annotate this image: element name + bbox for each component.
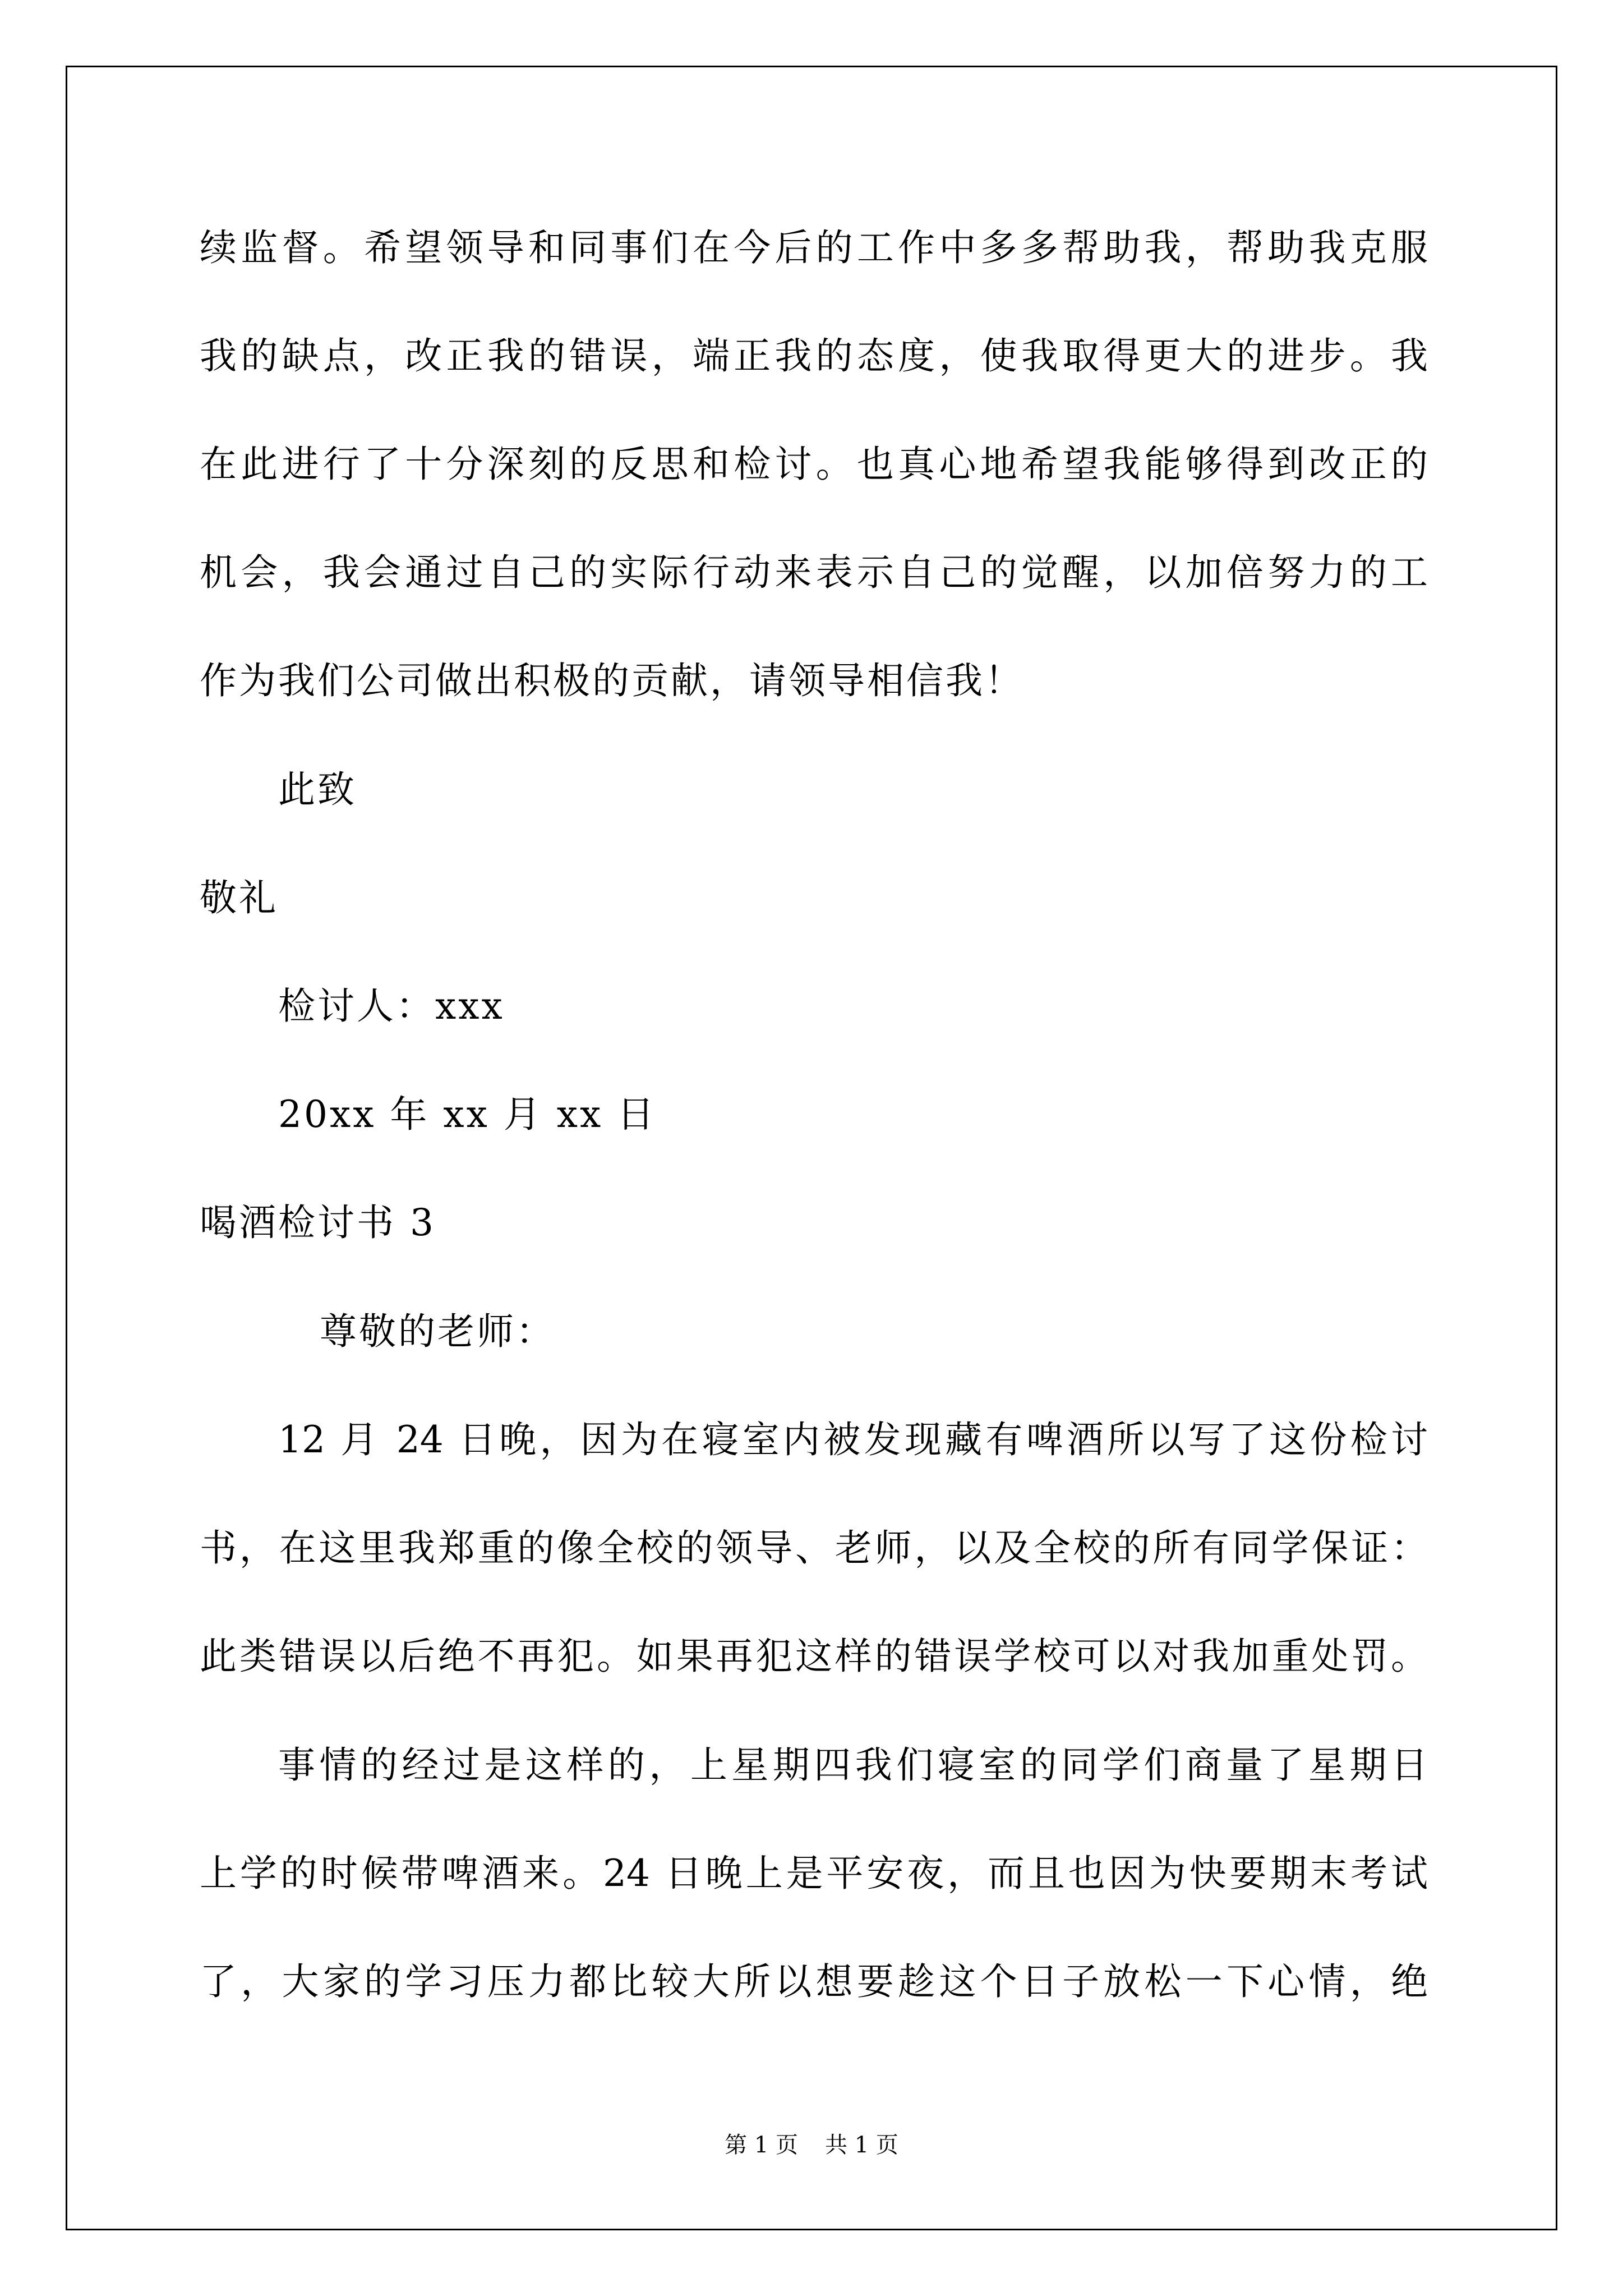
salutation-line: 此致 <box>278 768 357 811</box>
page-number: 第 1 页 <box>725 2132 798 2158</box>
body-line-2: 我的缺点，改正我的错误，端正我的态度，使我取得更大的进步。我 <box>200 334 1428 378</box>
body-line-1: 续监督。希望领导和同事们在今后的工作中多多帮助我，帮助我克服 <box>200 226 1428 269</box>
body-line-5: 作为我们公司做出积极的贡献，请领导相信我！ <box>200 659 1024 702</box>
body-line-14: 此类错误以后绝不再犯。如果再犯这样的错误学校可以对我加重处罚。 <box>200 1635 1428 1678</box>
signer-line: 检讨人：xxx <box>278 984 505 1028</box>
body-line-3: 在此进行了十分深刻的反思和检讨。也真心地希望我能够得到改正的 <box>200 443 1428 486</box>
date-line: 20xx 年 xx 月 xx 日 <box>278 1093 657 1136</box>
greeting-line: 尊敬的老师： <box>320 1310 555 1353</box>
body-line-4: 机会，我会通过自己的实际行动来表示自己的觉醒，以加倍努力的工 <box>200 551 1428 594</box>
page-border <box>66 66 1557 2230</box>
body-line-12: 12 月 24 日晚，因为在寝室内被发现藏有啤酒所以写了这份检讨 <box>278 1418 1428 1461</box>
page-footer <box>0 2132 1623 2159</box>
body-line-16: 上学的时候带啤酒来。24 日晚上是平安夜，而且也因为快要期末考试 <box>200 1852 1428 1895</box>
body-line-17: 了，大家的学习压力都比较大所以想要趁这个日子放松一下心情，绝 <box>200 1960 1428 2003</box>
body-line-13: 书，在这里我郑重的像全校的领导、老师，以及全校的所有同学保证： <box>200 1526 1428 1570</box>
section-heading: 喝酒检讨书 3 <box>200 1201 436 1244</box>
body-line-15: 事情的经过是这样的，上星期四我们寝室的同学们商量了星期日 <box>278 1743 1428 1787</box>
regards-line: 敬礼 <box>200 876 278 919</box>
page-total: 共 1 页 <box>825 2132 898 2158</box>
